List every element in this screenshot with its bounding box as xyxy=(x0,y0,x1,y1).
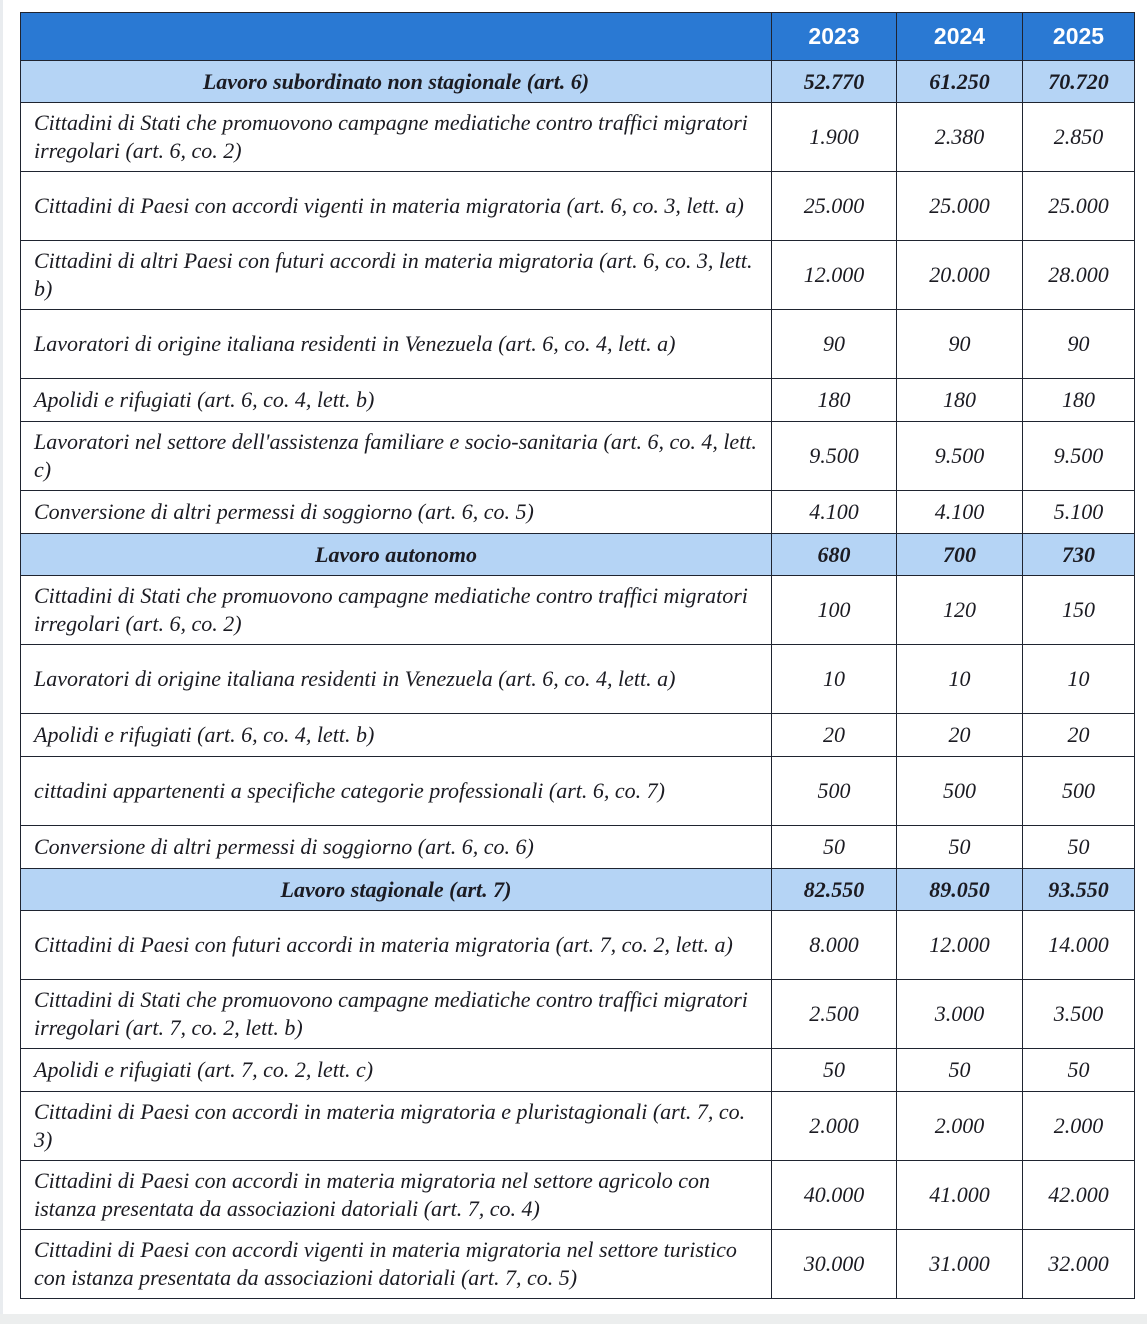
row-value: 41.000 xyxy=(897,1161,1023,1230)
section-total: 70.720 xyxy=(1023,61,1135,103)
table-row xyxy=(21,103,1135,172)
quota-table xyxy=(20,12,1135,1299)
table-row xyxy=(21,911,1135,980)
header-year-2024: 2024 xyxy=(897,13,1023,61)
row-value: 1.900 xyxy=(772,103,897,172)
row-description: Cittadini di Stati che promuovono campagne mediatiche contro traffici migratori irregolari (art. 6, co. 2) xyxy=(21,103,772,172)
table-row xyxy=(21,576,1135,645)
row-value: 31.000 xyxy=(897,1230,1023,1299)
row-value: 50 xyxy=(1023,826,1135,869)
section-total: 52.770 xyxy=(772,61,897,103)
row-value: 25.000 xyxy=(897,172,1023,241)
row-value: 8.000 xyxy=(772,911,897,980)
row-description: Cittadini di Stati che promuovono campagne mediatiche contro traffici migratori irregolari (art. 6, co. 2) xyxy=(21,576,772,645)
row-description: Cittadini di altri Paesi con futuri accordi in materia migratoria (art. 6, co. 3, lett. b) xyxy=(21,241,772,310)
header-year-2025: 2025 xyxy=(1023,13,1135,61)
row-value: 90 xyxy=(897,310,1023,379)
section-total: 82.550 xyxy=(772,869,897,911)
section-total: 700 xyxy=(897,534,1023,576)
row-value: 90 xyxy=(1023,310,1135,379)
section-title: Lavoro autonomo xyxy=(21,534,772,576)
table-row xyxy=(21,645,1135,714)
row-value: 20.000 xyxy=(897,241,1023,310)
row-value: 180 xyxy=(772,379,897,422)
row-description: Apolidi e rifugiati (art. 7, co. 2, lett. c) xyxy=(21,1049,772,1092)
section-header-row xyxy=(21,534,1135,576)
table-header-row xyxy=(21,13,1135,61)
table-row xyxy=(21,491,1135,534)
row-description: Lavoratori di origine italiana residenti in Venezuela (art. 6, co. 4, lett. a) xyxy=(21,645,772,714)
table-row xyxy=(21,310,1135,379)
row-value: 20 xyxy=(772,714,897,757)
row-value: 50 xyxy=(1023,1049,1135,1092)
table-row xyxy=(21,1092,1135,1161)
table-row xyxy=(21,1161,1135,1230)
row-description: Cittadini di Paesi con accordi vigenti in materia migratoria nel settore turistico con istanza presentata da associazioni datoriali (art. 7, co. 5) xyxy=(21,1230,772,1299)
row-value: 50 xyxy=(897,826,1023,869)
row-value: 2.500 xyxy=(772,980,897,1049)
row-value: 2.850 xyxy=(1023,103,1135,172)
row-value: 20 xyxy=(897,714,1023,757)
row-value: 25.000 xyxy=(1023,172,1135,241)
row-value: 28.000 xyxy=(1023,241,1135,310)
row-value: 500 xyxy=(897,757,1023,826)
header-year-2023: 2023 xyxy=(772,13,897,61)
row-description: cittadini appartenenti a specifiche categorie professionali (art. 6, co. 7) xyxy=(21,757,772,826)
section-total: 93.550 xyxy=(1023,869,1135,911)
row-description: Conversione di altri permessi di soggiorno (art. 6, co. 5) xyxy=(21,491,772,534)
row-value: 10 xyxy=(897,645,1023,714)
row-value: 2.000 xyxy=(897,1092,1023,1161)
row-description: Lavoratori di origine italiana residenti in Venezuela (art. 6, co. 4, lett. a) xyxy=(21,310,772,379)
row-value: 30.000 xyxy=(772,1230,897,1299)
table-row xyxy=(21,714,1135,757)
row-value: 2.000 xyxy=(1023,1092,1135,1161)
row-value: 4.100 xyxy=(772,491,897,534)
row-value: 40.000 xyxy=(772,1161,897,1230)
row-description: Cittadini di Paesi con accordi vigenti in materia migratoria (art. 6, co. 3, lett. a) xyxy=(21,172,772,241)
table-row xyxy=(21,826,1135,869)
table-row xyxy=(21,1230,1135,1299)
row-value: 150 xyxy=(1023,576,1135,645)
row-value: 9.500 xyxy=(1023,422,1135,491)
row-value: 180 xyxy=(897,379,1023,422)
row-value: 10 xyxy=(772,645,897,714)
table-row xyxy=(21,757,1135,826)
row-description: Lavoratori nel settore dell'assistenza familiare e socio-sanitaria (art. 6, co. 4, lett. c) xyxy=(21,422,772,491)
section-total: 89.050 xyxy=(897,869,1023,911)
row-value: 42.000 xyxy=(1023,1161,1135,1230)
row-value: 120 xyxy=(897,576,1023,645)
row-value: 50 xyxy=(897,1049,1023,1092)
row-description: Conversione di altri permessi di soggiorno (art. 6, co. 6) xyxy=(21,826,772,869)
table-row xyxy=(21,172,1135,241)
section-header-row xyxy=(21,61,1135,103)
row-value: 9.500 xyxy=(897,422,1023,491)
row-value: 10 xyxy=(1023,645,1135,714)
row-value: 20 xyxy=(1023,714,1135,757)
section-total: 730 xyxy=(1023,534,1135,576)
row-value: 90 xyxy=(772,310,897,379)
row-description: Apolidi e rifugiati (art. 6, co. 4, lett. b) xyxy=(21,379,772,422)
table-row xyxy=(21,241,1135,310)
section-total: 61.250 xyxy=(897,61,1023,103)
row-value: 4.100 xyxy=(897,491,1023,534)
row-description: Apolidi e rifugiati (art. 6, co. 4, lett. b) xyxy=(21,714,772,757)
row-value: 2.380 xyxy=(897,103,1023,172)
section-title: Lavoro stagionale (art. 7) xyxy=(21,869,772,911)
row-value: 50 xyxy=(772,1049,897,1092)
table-row xyxy=(21,422,1135,491)
table-row xyxy=(21,980,1135,1049)
row-value: 32.000 xyxy=(1023,1230,1135,1299)
row-description: Cittadini di Paesi con futuri accordi in materia migratoria (art. 7, co. 2, lett. a) xyxy=(21,911,772,980)
row-value: 500 xyxy=(772,757,897,826)
header-blank-cell xyxy=(21,13,772,61)
table-row xyxy=(21,379,1135,422)
row-description: Cittadini di Paesi con accordi in materia migratoria nel settore agricolo con istanza presentata da associazioni datoriali (art. 7, co. 4) xyxy=(21,1161,772,1230)
section-header-row xyxy=(21,869,1135,911)
row-value: 3.000 xyxy=(897,980,1023,1049)
row-value: 50 xyxy=(772,826,897,869)
section-total: 680 xyxy=(772,534,897,576)
row-value: 2.000 xyxy=(772,1092,897,1161)
row-value: 9.500 xyxy=(772,422,897,491)
row-value: 180 xyxy=(1023,379,1135,422)
table-row xyxy=(21,1049,1135,1092)
row-value: 14.000 xyxy=(1023,911,1135,980)
row-value: 3.500 xyxy=(1023,980,1135,1049)
scan-left-edge xyxy=(0,0,3,1324)
row-value: 5.100 xyxy=(1023,491,1135,534)
row-description: Cittadini di Paesi con accordi in materia migratoria e pluristagionali (art. 7, co. 3) xyxy=(21,1092,772,1161)
row-value: 25.000 xyxy=(772,172,897,241)
row-value: 500 xyxy=(1023,757,1135,826)
row-value: 12.000 xyxy=(772,241,897,310)
scan-bottom-edge xyxy=(0,1314,1147,1324)
table-body xyxy=(21,61,1135,1299)
row-value: 12.000 xyxy=(897,911,1023,980)
row-value: 100 xyxy=(772,576,897,645)
section-title: Lavoro subordinato non stagionale (art. 6) xyxy=(21,61,772,103)
row-description: Cittadini di Stati che promuovono campagne mediatiche contro traffici migratori irregolari (art. 7, co. 2, lett. b) xyxy=(21,980,772,1049)
